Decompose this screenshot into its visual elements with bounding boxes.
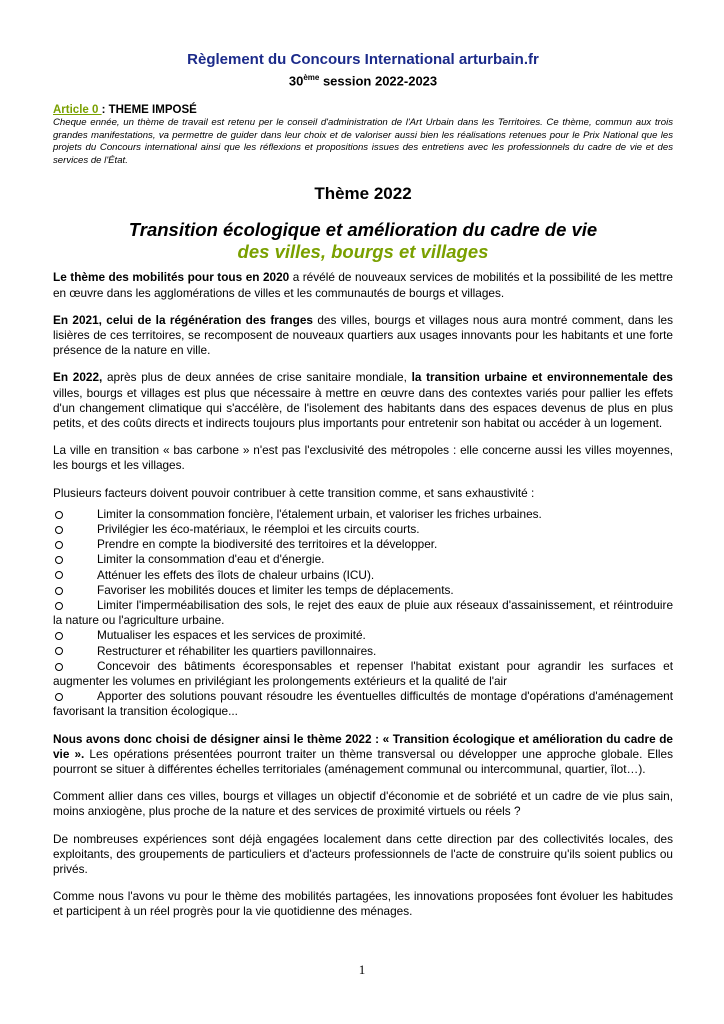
list-item [53, 522, 673, 537]
theme-subtitle: des villes, bourgs et villages [237, 241, 489, 263]
list-item-text: Restructurer et réhabiliter les quartiers pavillonnaires. [97, 643, 377, 658]
paragraph-experiences: De nombreuses expériences sont déjà engagées localement dans cette direction par des collectivités locales, des exploitants, des groupements de particuliers et d'acteurs professionnels de l'acte de construire qu'ils soient publics ou privés. [53, 831, 673, 877]
list-item-text: Apporter des solutions pouvant résoudre les éventuelles difficultés de montage d'opérations d'aménagement favorisant la transition écologique... [53, 689, 673, 719]
bullet-circle-icon [53, 537, 97, 552]
list-item-text: Prendre en compte la biodiversité des territoires et la développer. [97, 537, 438, 552]
paragraph-text: villes, bourgs et villages est plus que nécessaire à mettre en œuvre dans des contextes variés pour pallier les effets d'un changement climatique qui s'accélère, de l'isolement des habitants dans des espaces devenus de plus en plus petits, et des coûts directs et indirects toujours plus importants pour entretenir son habitat ou accéder à un logement. [53, 385, 673, 430]
document-body [53, 50, 673, 920]
paragraph-facteurs-intro: Plusieurs facteurs doivent pouvoir contribuer à cette transition comme, et sans exhaustivité : [53, 485, 535, 500]
bullet-circle-icon [53, 507, 97, 522]
paragraph-text: après plus de deux années de crise sanitaire mondiale, [102, 370, 412, 385]
paragraph-mobilites [53, 270, 673, 300]
list-item [53, 689, 673, 719]
bullet-circle-icon [53, 568, 97, 583]
bullet-circle-icon [53, 689, 97, 704]
paragraph-text: des villes, bourgs et villages nous aura montré comment, dans les lisières de ces territoires, se recomposent de nouveaux quartiers aux usages innovants pour les habitants et une forte présence de la nature en ville. [53, 312, 673, 358]
bullet-circle-icon [53, 659, 97, 674]
list-item [53, 644, 673, 659]
paragraph-choix-theme [53, 732, 673, 778]
bullet-circle-icon [53, 552, 97, 567]
bullet-circle-icon [53, 522, 97, 537]
list-item-text: Mutualiser les espaces et les services de proximité. [97, 628, 366, 643]
session-number: 30 [288, 73, 304, 89]
list-item-text: Limiter la consommation foncière, l'étalement urbain, et valoriser les friches urbaines. [97, 506, 542, 521]
paragraph-bold: En 2022, [53, 370, 103, 385]
article-heading-text: : THEME IMPOSÉ [101, 104, 197, 117]
page-number: 1 [358, 962, 366, 977]
paragraph-text: a révélé de nouveaux services de mobilités et la possibilité de les mettre en œuvre dans les agglomérations de villes et les communautés de bourgs et villages. [53, 270, 673, 300]
bullet-circle-icon [53, 628, 97, 643]
paragraph-transition [53, 370, 673, 431]
list-item [53, 598, 673, 628]
paragraph-bas-carbone: La ville en transition « bas carbone » n'est pas l'exclusivité des métropoles : elle concerne aussi les villes moyennes, les bourgs et les villages. [53, 443, 673, 473]
list-item [53, 552, 673, 567]
paragraph-bold: la transition urbaine et environnementale des [411, 370, 673, 385]
article-heading [53, 103, 673, 117]
list-item-text: Concevoir des bâtiments écoresponsables et repenser l'habitat existant pour agrandir les surfaces et augmenter les volumes en privilégiant les prolongements extérieurs et la qualité de l'air [53, 658, 673, 688]
list-item [53, 537, 673, 552]
theme-title: Transition écologique et amélioration du cadre de vie [128, 219, 598, 241]
paragraph-innovations: Comme nous l'avons vu pour le thème des mobilités partagées, les innovations proposées font évoluer les habitudes et participent à un réel progrès pour la vie quotidienne des ménages. [53, 889, 673, 919]
list-item-text: Favoriser les mobilités douces et limiter les temps de déplacements. [97, 582, 454, 597]
paragraph-bold: Le thème des mobilités pour tous en 2020 [53, 270, 290, 285]
list-item [53, 568, 673, 583]
bullet-circle-icon [53, 583, 97, 598]
list-item-text: Limiter la consommation d'eau et d'énergie. [97, 552, 325, 567]
list-item-text: Privilégier les éco-matériaux, le réemploi et les circuits courts. [97, 521, 420, 536]
list-item [53, 583, 673, 598]
list-item-text: Atténuer les effets des îlots de chaleur urbains (ICU). [97, 567, 375, 582]
article-description: Cheque ennée, un thème de travail est retenu per le conseil d'administration de l'Art Urbain dans les Territoires. Ce thème, commun aux trois grandes manifestations, va permettre de guider dans leur choix et de valoriser aussi bien les réalisations retenues pour le Prix National que les projets du Concours international ainsi que les réflexions et propositions issues des entretiens avec les professionnels du cadre de vie et des services de l'État. [53, 117, 673, 166]
list-item [53, 628, 673, 643]
paragraph-bold: Nous avons donc choisi de désigner ainsi le thème 2022 : « Transition écologique et amélioration du cadre de vie ». [53, 731, 673, 761]
list-item-text: Limiter l'imperméabilisation des sols, le rejet des eaux de pluie aux réseaux d'assainissement, et réintroduire la nature ou l'agriculture urbaine. [53, 597, 673, 628]
list-item [53, 507, 673, 522]
session-line [53, 69, 673, 89]
paragraph-text: Les opérations présentées pourront traiter un thème transversal ou développer une approche globale. Elles pourront se situer à différentes échelles territoriales (aménagement communal ou intercommunal, quartier, îlot…). [53, 746, 673, 777]
factors-list [53, 507, 673, 720]
bullet-circle-icon [53, 598, 97, 613]
session-text: session 2022-2023 [319, 73, 438, 89]
paragraph-comment-allier: Comment allier dans ces villes, bourgs et villages un objectif d'économie et de sobriété et un cadre de vie plus sain, moins anxiogène, plus proche de la nature et des services de proximité virtuels ou réels ? [53, 789, 673, 819]
article-label: Article 0 [53, 104, 102, 117]
list-item [53, 659, 673, 689]
document-title: Règlement du Concours International arturbain.fr [187, 51, 539, 68]
paragraph-bold: En 2021, celui de la régénération des franges [53, 312, 313, 327]
session-superscript: ème [303, 73, 320, 82]
bullet-circle-icon [53, 644, 97, 659]
paragraph-franges [53, 313, 673, 359]
theme-year-heading: Thème 2022 [314, 184, 412, 204]
